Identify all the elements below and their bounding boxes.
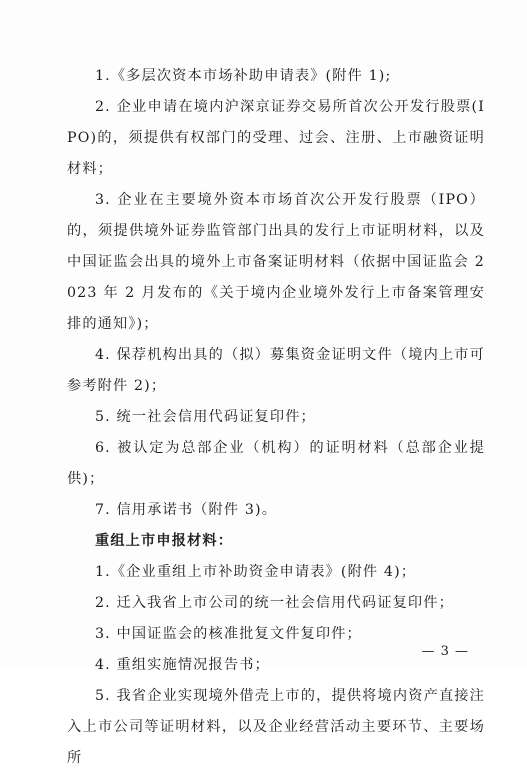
list-item-credit-code-copy: 5. 统一社会信用代码证复印件；: [95, 409, 316, 425]
list-item-relocated-company-credit-code: 2. 迁入我省上市公司的统一社会信用代码证复印件；: [95, 595, 454, 611]
list-item-restructuring-application-form: 1.《企业重组上市补助资金申请表》(附件 4)；: [95, 564, 417, 580]
document-body: [67, 61, 485, 774]
list-item-overseas-backdoor-listing-proof: 5. 我省企业实现境外借壳上市的，提供将境内资产直接注入上市公司等证明材料，以及企业经营活动主要环节、主要场所: [67, 688, 485, 766]
list-item-domestic-ipo-proof: 2. 企业申请在境内沪深京证券交易所首次公开发行股票(IPO)的，须提供有权部门的受理、过会、注册、上市融资证明材料；: [67, 99, 485, 177]
list-item-credit-commitment: 7. 信用承诺书（附件 3)。: [95, 502, 278, 518]
list-item-csrc-approval-copy: 3. 中国证监会的核准批复文件复印件；: [95, 626, 362, 642]
page-number: — 3 —: [421, 644, 469, 659]
list-item-application-form: 1.《多层次资本市场补助申请表》(附件 1);: [95, 68, 392, 84]
section-heading-restructuring-listing: 重组上市申报材料：: [95, 533, 234, 549]
list-item-headquarters-proof: 6. 被认定为总部企业（机构）的证明材料（总部企业提供)；: [67, 440, 485, 487]
list-item-restructuring-report: 4. 重组实施情况报告书；: [95, 657, 270, 673]
list-item-overseas-ipo-proof: 3. 企业在主要境外资本市场首次公开发行股票（IPO）的，须提供境外证券监管部门出具的发行上市证明材料，以及中国证监会出具的境外上市备案证明材料（依据中国证监会 2023 年 2 月发布的《关于境内企业境外发行上市备案管理安排的通知》)；: [67, 192, 485, 332]
list-item-fundraising-proof: 4. 保荐机构出具的（拟）募集资金证明文件（境内上市可参考附件 2)；: [67, 347, 485, 394]
